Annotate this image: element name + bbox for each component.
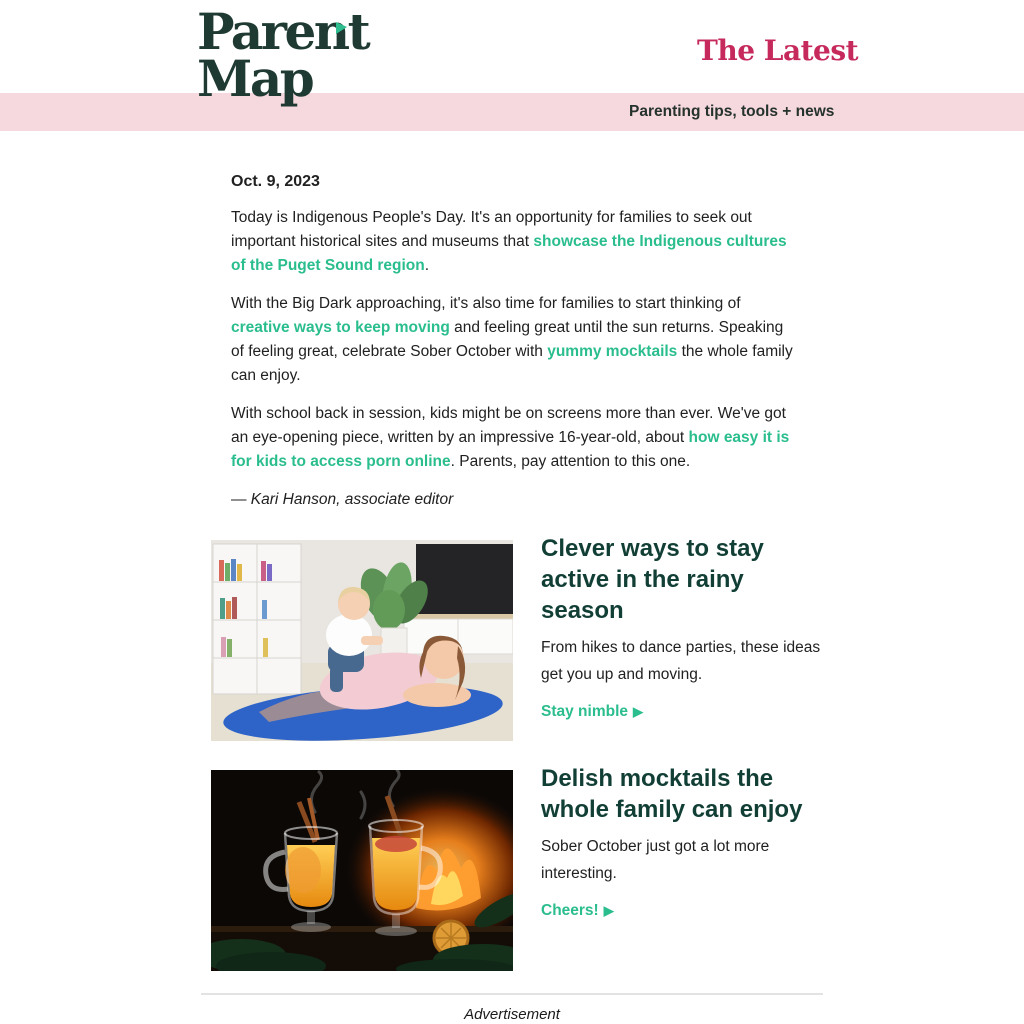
editor-signature: — Kari Hanson, associate editor bbox=[231, 491, 454, 508]
paragraph-text: . Parents, pay attention to this one. bbox=[450, 453, 691, 470]
intro-paragraph bbox=[231, 206, 793, 278]
link-yummy-mocktails[interactable]: yummy mocktails bbox=[547, 343, 678, 360]
article-image-mom-baby-exercise[interactable] bbox=[211, 540, 513, 741]
parentmap-logo[interactable] bbox=[197, 2, 369, 108]
article-card-mocktails bbox=[211, 765, 823, 971]
editor-intro bbox=[201, 131, 823, 512]
article-card-stay-active bbox=[211, 535, 823, 741]
paragraph-text: With school back in session, kids might be on screens more than ever. We've got an eye-opening piece, written by an impressive 16-year-old, about bbox=[231, 405, 786, 446]
article-cta-cheers[interactable] bbox=[541, 902, 614, 920]
play-arrow-icon: ▶ bbox=[603, 903, 614, 918]
masthead-title: The Latest bbox=[697, 34, 859, 67]
cta-label: Cheers! bbox=[541, 902, 599, 919]
link-indigenous-cultures[interactable]: showcase the Indigenous cultures of the Puget Sound region bbox=[231, 233, 787, 274]
link-creative-ways-to-keep-moving[interactable]: creative ways to keep moving bbox=[231, 319, 450, 336]
paragraph-text: and feeling great until the sun returns. Speaking of feeling great, celebrate Sober October with bbox=[231, 319, 784, 360]
link-kids-access-porn-online[interactable]: how easy it is for kids to access porn online bbox=[231, 429, 790, 470]
article-list bbox=[211, 535, 823, 971]
article-description: From hikes to dance parties, these ideas get you up and moving. bbox=[541, 639, 821, 683]
article-title: Delish mocktails the whole family can enjoy bbox=[541, 765, 803, 823]
article-image-hot-mocktails[interactable] bbox=[211, 770, 513, 971]
intro-paragraph bbox=[231, 402, 793, 474]
article-body bbox=[541, 533, 823, 721]
header-pink-band bbox=[0, 93, 1024, 131]
logo-flag-icon bbox=[336, 22, 347, 34]
header bbox=[0, 0, 1024, 131]
article-title: Clever ways to stay active in the rainy season bbox=[541, 535, 764, 624]
article-cta-stay-nimble[interactable] bbox=[541, 703, 643, 721]
logo-line-map: Map bbox=[197, 49, 313, 108]
play-arrow-icon: ▶ bbox=[633, 704, 643, 719]
paragraph-text: Today is Indigenous People's Day. It's an opportunity for families to seek out important historical sites and museums that bbox=[231, 209, 752, 250]
cta-label: Stay nimble bbox=[541, 703, 628, 720]
intro-paragraph bbox=[231, 292, 793, 388]
paragraph-text: the whole family can enjoy. bbox=[231, 343, 793, 384]
issue-date: Oct. 9, 2023 bbox=[231, 173, 320, 190]
logo-line-parent: Parent bbox=[197, 2, 369, 61]
newsletter-tagline: Parenting tips, tools + news bbox=[629, 103, 835, 120]
paragraph-text: . bbox=[424, 257, 430, 274]
footer-divider bbox=[201, 993, 823, 995]
advertisement-label: Advertisement bbox=[464, 1006, 560, 1023]
paragraph-text: With the Big Dark approaching, it's also time for families to start thinking of bbox=[231, 295, 741, 312]
article-description: Sober October just got a lot more interesting. bbox=[541, 838, 770, 882]
bookcase-illustration bbox=[213, 544, 301, 694]
main-content bbox=[201, 131, 823, 512]
article-body bbox=[541, 763, 823, 920]
